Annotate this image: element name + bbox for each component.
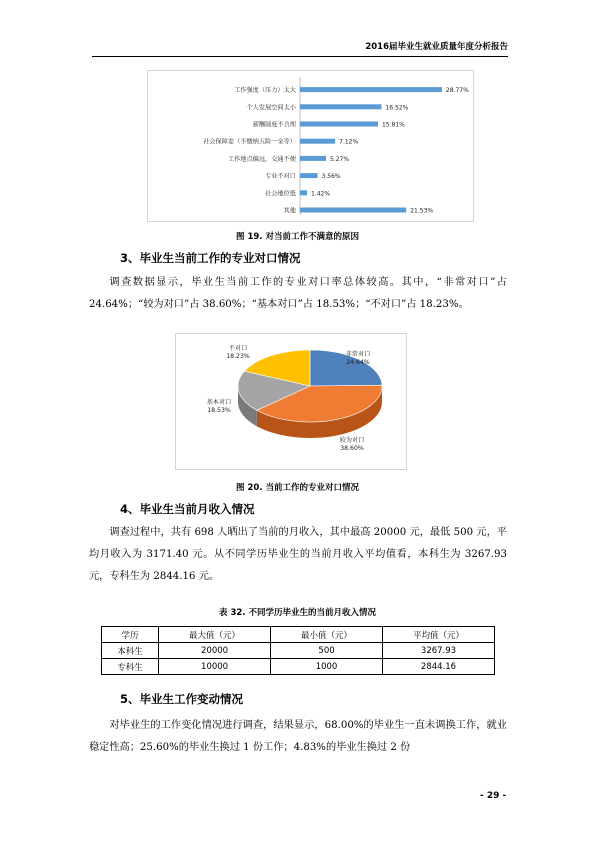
section-5-text: 对毕业生的工作变化情况进行调查，结果显示，68.00%的毕业生一直未调换工作，就业稳定性高；25.60%的毕业生换过 1 份工作；4.83%的毕业生换过 2 份 (89, 720, 507, 753)
cell-max: 20000 (159, 643, 271, 659)
header-avg: 平均值（元） (383, 627, 495, 643)
pie-category-label: 较为对口 (339, 437, 365, 444)
pie-value-label: 18.53% (207, 407, 231, 414)
section-5-paragraph (89, 715, 507, 759)
bar-value-label: 16.52% (385, 104, 409, 112)
section-3-title: 3、毕业生当前工作的专业对口情况 (120, 251, 301, 265)
bar-value-label: 7.12% (339, 138, 359, 146)
bar-category-label: 工作强度（压力）太大 (234, 87, 296, 95)
table-header-row (102, 627, 495, 643)
cell-min: 500 (271, 643, 383, 659)
pie-category-label: 基本对口 (206, 399, 232, 406)
page-number: - 29 - (480, 791, 507, 801)
pie-value-label: 24.64% (346, 359, 370, 366)
cell-max: 10000 (159, 659, 271, 675)
bar-value-label: 5.27% (329, 155, 350, 163)
section-4-paragraph (89, 522, 507, 588)
bar-value-label: 21.53% (410, 207, 434, 215)
figure-20-caption: 图 20. 当前工作的专业对口情况 (236, 483, 359, 493)
bar-value-label: 1.42% (311, 190, 331, 198)
major-match-pie-chart (175, 333, 407, 470)
cell-degree: 专科生 (102, 659, 159, 675)
figure-19-caption: 图 19. 对当前工作不满意的原因 (236, 232, 359, 242)
bar-category-label: 社会保障差（不缴纳五险一金等） (203, 138, 296, 146)
header-min: 最小值（元） (271, 627, 383, 643)
bar-category-label: 个人发展空间太小 (246, 104, 296, 112)
bar-category-label: 专业不对口 (265, 173, 296, 181)
bar (300, 208, 406, 213)
page-header (92, 40, 508, 57)
pie-value-label: 38.60% (340, 445, 364, 452)
header-degree: 学历 (102, 627, 159, 643)
pie-category-label: 不对口 (228, 345, 248, 352)
bar (300, 122, 378, 127)
bar (300, 173, 318, 178)
bar (300, 139, 335, 144)
pie-chart-svg (176, 334, 406, 469)
bar (300, 156, 326, 161)
section-3-paragraph (89, 272, 507, 316)
section-5-title: 5、毕业生工作变动情况 (120, 692, 244, 706)
bar (300, 190, 307, 195)
bar-category-label: 薪酬制度不合理 (252, 121, 296, 129)
income-table (101, 626, 495, 675)
pie-category-label: 非常对口 (345, 351, 371, 358)
table-row (102, 643, 495, 659)
table-row (102, 659, 495, 675)
table-32-caption: 表 32. 不同学历毕业生的当前月收入情况 (219, 608, 376, 618)
cell-avg: 2844.16 (383, 659, 495, 675)
header-title: 2016届毕业生就业质量年度分析报告 (365, 42, 508, 52)
section-4-text: 调查过程中，共有 698 人晒出了当前的月收入，其中最高 20000 元，最低 500 元，平均月收入为 3171.40 元。从不同学历毕业生的当前月收入平均值看，本科生为 3267.93 元，专科生为 2844.16 元。 (89, 527, 507, 582)
section-4-title: 4、毕业生当前月收入情况 (120, 502, 255, 516)
section-3-text: 调查数据显示，毕业生当前工作的专业对口率总体较高。其中，“非常对口”占 24.64%；“较为对口”占 38.60%；“基本对口”占 18.53%；“不对口”占 18.23%。 (89, 277, 507, 310)
cell-min: 1000 (271, 659, 383, 675)
bar-category-label: 其他 (283, 207, 296, 215)
bar-value-label: 3.56% (321, 173, 341, 181)
bar-category-label: 工作地点偏远，交通不便 (227, 155, 296, 163)
cell-avg: 3267.93 (383, 643, 495, 659)
bar-value-label: 15.81% (381, 121, 405, 129)
bar-category-label: 社会地位低 (265, 190, 296, 198)
bar-value-label: 28.77% (445, 87, 469, 95)
bar-chart-svg (148, 71, 473, 221)
cell-degree: 本科生 (102, 643, 159, 659)
bar (300, 104, 381, 109)
pie-value-label: 18.23% (226, 353, 250, 360)
bar (300, 87, 442, 92)
header-max: 最大值（元） (159, 627, 271, 643)
reasons-bar-chart (147, 70, 474, 222)
